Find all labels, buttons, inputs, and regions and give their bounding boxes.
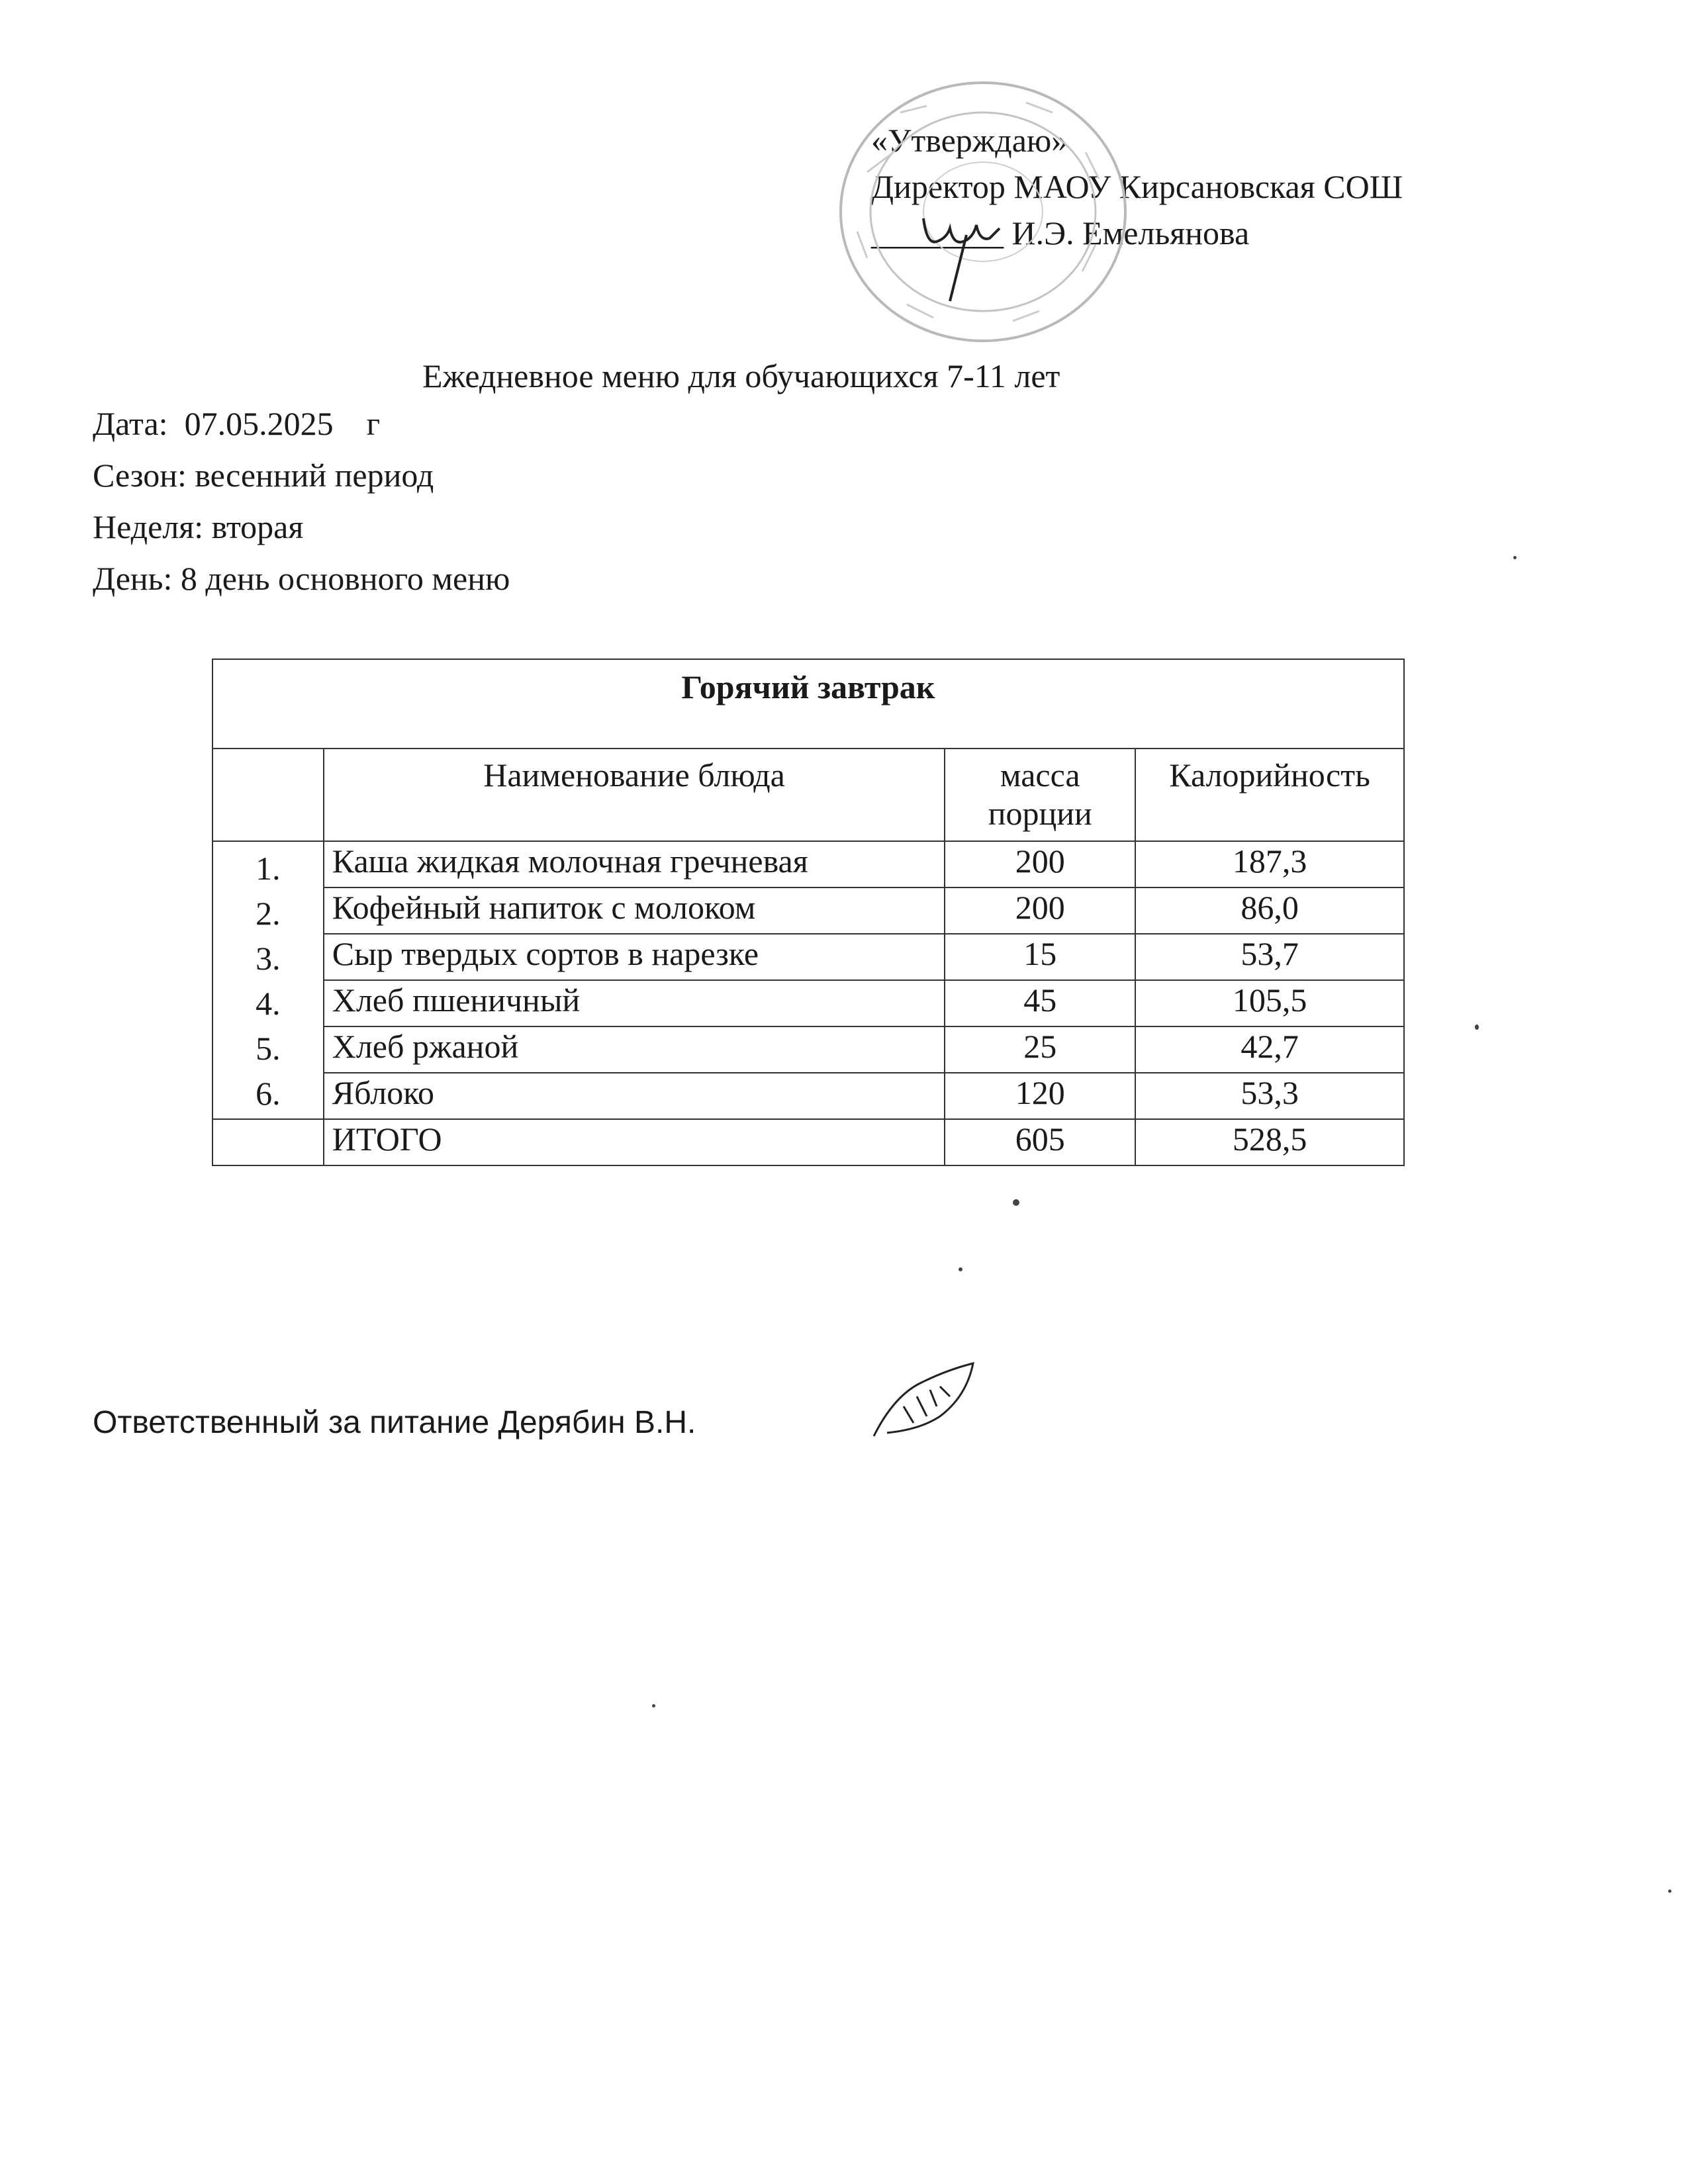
dish-mass: 45 <box>945 980 1135 1026</box>
dish-calories: 105,5 <box>1135 980 1404 1026</box>
date-line <box>93 404 380 443</box>
dish-name: Каша жидкая молочная гречневая <box>324 841 945 887</box>
dish-mass: 15 <box>945 934 1135 980</box>
header-mass-line1: масса <box>1000 756 1080 794</box>
header-mass-line2: порции <box>988 795 1092 832</box>
director-line: Директор МАОУ Кирсановская СОШ <box>871 168 1403 205</box>
scan-speck <box>1475 1024 1479 1030</box>
director-name: И.Э. Емельянова <box>1011 214 1250 251</box>
dish-name: Хлеб ржаной <box>324 1026 945 1073</box>
row-number: 4. <box>256 985 281 1022</box>
director-signature <box>887 205 1033 304</box>
date-label: Дата: <box>93 405 168 442</box>
dish-mass: 120 <box>945 1073 1135 1119</box>
responsible-person: Ответственный за питание Дерябин В.Н. <box>93 1405 696 1440</box>
table-row <box>212 980 1404 1026</box>
total-num-cell <box>212 1119 324 1165</box>
dish-calories: 53,7 <box>1135 934 1404 980</box>
total-calories: 528,5 <box>1135 1119 1404 1165</box>
dish-calories: 187,3 <box>1135 841 1404 887</box>
dish-name: Сыр твердых сортов в нарезке <box>324 934 945 980</box>
total-label: ИТОГО <box>324 1119 945 1165</box>
dish-mass: 200 <box>945 841 1135 887</box>
table-row <box>212 887 1404 934</box>
week-line: Неделя: вторая <box>93 508 304 545</box>
dish-mass: 25 <box>945 1026 1135 1073</box>
row-number: 6. <box>256 1075 281 1112</box>
menu-table <box>212 659 1405 1166</box>
table-row <box>212 1073 1404 1119</box>
dish-calories: 86,0 <box>1135 887 1404 934</box>
scan-speck <box>1013 1199 1019 1206</box>
total-mass: 605 <box>945 1119 1135 1165</box>
page-title: Ежедневное меню для обучающихся 7-11 лет <box>422 357 1060 394</box>
row-number: 2. <box>256 895 281 932</box>
header-mass <box>945 749 1135 841</box>
table-row <box>212 1026 1404 1073</box>
table-header-row <box>212 749 1404 841</box>
scan-speck <box>959 1267 962 1271</box>
row-number: 1. <box>256 850 281 887</box>
season-line: Сезон: весенний период <box>93 457 434 494</box>
date-value: 07.05.2025 <box>184 405 334 442</box>
table-row <box>212 934 1404 980</box>
table-row <box>212 841 1404 887</box>
table-caption: Горячий завтрак <box>212 659 1404 749</box>
scan-speck <box>1668 1889 1671 1893</box>
date-suffix: г <box>366 405 381 442</box>
scan-speck <box>1513 556 1517 559</box>
row-number: 3. <box>256 940 281 977</box>
scan-speck <box>652 1704 655 1707</box>
dish-calories: 53,3 <box>1135 1073 1404 1119</box>
dish-name: Кофейный напиток с молоком <box>324 887 945 934</box>
day-line: День: 8 день основного меню <box>93 560 510 597</box>
dish-calories: 42,7 <box>1135 1026 1404 1073</box>
approve-word: «Утверждаю» <box>871 122 1068 159</box>
row-number: 5. <box>256 1030 281 1067</box>
table-caption-row <box>212 659 1404 749</box>
header-calories: Калорийность <box>1135 749 1404 841</box>
dish-name: Яблоко <box>324 1073 945 1119</box>
signature-blank: ________ <box>871 214 1004 251</box>
row-numbers-cell <box>212 841 324 1119</box>
header-num-cell <box>212 749 324 841</box>
header-name: Наименование блюда <box>324 749 945 841</box>
responsible-signature <box>867 1357 986 1449</box>
dish-name: Хлеб пшеничный <box>324 980 945 1026</box>
dish-mass: 200 <box>945 887 1135 934</box>
total-row <box>212 1119 1404 1165</box>
